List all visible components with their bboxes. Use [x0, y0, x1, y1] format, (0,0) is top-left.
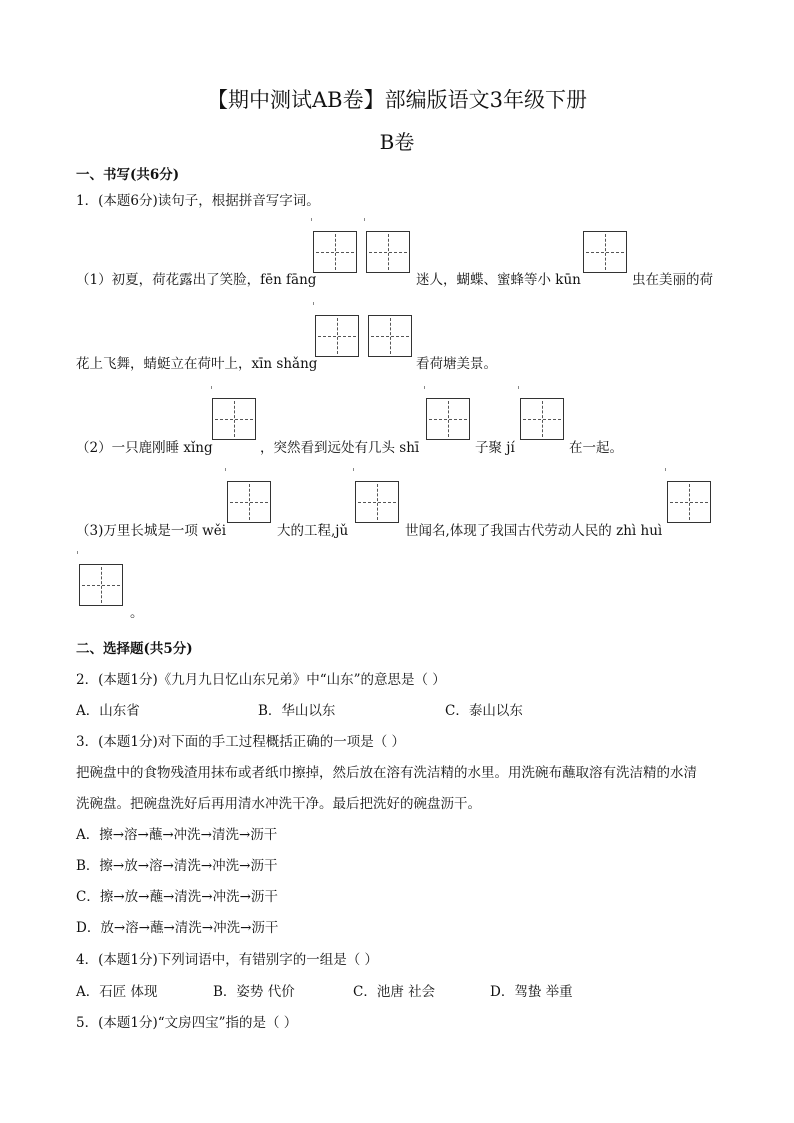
q3-passage-line1: 把碗盘中的食物残渣用抹布或者纸巾擦掉，然后放在溶有洗洁精的水里。用洗碗布蘸取溶有洗洁精的水清: [76, 765, 697, 781]
writing-grid-box[interactable]: [227, 481, 271, 523]
q2-option-c[interactable]: C．泰山以东: [445, 703, 523, 719]
writing-grid-box[interactable]: [366, 231, 410, 273]
q1-sentence1-part-e: 看荷塘美景。: [416, 356, 497, 372]
writing-grid-box[interactable]: [368, 315, 412, 357]
q4-option-c[interactable]: C．池唐 社会: [353, 984, 436, 1000]
q4-option-a[interactable]: A．石匠 体现: [76, 984, 158, 1000]
pinyin-marker: [313, 302, 314, 305]
question-2-stem: 2．(本题1分)《九月九日忆山东兄弟》中“山东”的意思是（ ）: [76, 672, 446, 688]
q1-sentence3-part-d: 。: [130, 605, 144, 621]
q1-sentence3-part-c: 世闻名,体现了我国古代劳动人民的 zhì huì: [405, 523, 663, 539]
q1-sentence1-part-c: 虫在美丽的荷: [632, 272, 713, 288]
q1-sentence2-part-d: 在一起。: [569, 440, 623, 456]
question-1-stem: 1．(本题6分)读句子，根据拼音写字词。: [76, 193, 320, 209]
page-title: 【期中测试AB卷】部编版语文3年级下册: [207, 88, 587, 112]
q1-sentence1-part-b: 迷人，蝴蝶、蜜蜂等小 kūn: [416, 272, 581, 288]
q3-passage-line2: 洗碗盘。把碗盘洗好后再用清水冲洗干净。最后把洗好的碗盘沥干。: [76, 796, 481, 812]
q1-sentence2-part-b: ，突然看到远处有几头 shī: [260, 440, 420, 456]
pinyin-marker: [424, 386, 425, 389]
q1-sentence3-part-b: 大的工程,jǔ: [277, 523, 349, 539]
writing-grid-box[interactable]: [583, 231, 627, 273]
question-3-stem: 3．(本题1分)对下面的手工过程概括正确的一项是（ ）: [76, 734, 406, 750]
section-heading-choice: 二、选择题(共5分): [76, 641, 193, 657]
writing-grid-box[interactable]: [355, 481, 399, 523]
writing-grid-box[interactable]: [313, 231, 357, 273]
writing-grid-box[interactable]: [667, 481, 711, 523]
q3-option-b[interactable]: B．擦→放→溶→清洗→冲洗→沥干: [76, 858, 278, 874]
q1-sentence1-part-d: 花上飞舞，蜻蜓立在荷叶上，xīn shǎng: [76, 356, 318, 372]
q3-option-a[interactable]: A．擦→溶→蘸→冲洗→清洗→沥干: [76, 827, 278, 843]
writing-grid-box[interactable]: [426, 398, 470, 440]
pinyin-marker: [364, 218, 365, 221]
pinyin-marker: [211, 386, 212, 389]
writing-grid-box[interactable]: [315, 315, 359, 357]
pinyin-marker: [353, 468, 354, 471]
q2-option-b[interactable]: B．华山以东: [258, 703, 336, 719]
q2-option-a[interactable]: A．山东省: [76, 703, 140, 719]
q3-option-d[interactable]: D．放→溶→蘸→清洗→冲洗→沥干: [76, 920, 279, 936]
q3-option-c[interactable]: C．擦→放→蘸→清洗→冲洗→沥干: [76, 889, 278, 905]
q4-option-b[interactable]: B．姿势 代价: [213, 984, 295, 1000]
pinyin-marker: [518, 386, 519, 389]
question-5-stem: 5．(本题1分)“文房四宝”指的是（ ）: [76, 1015, 298, 1031]
writing-grid-box[interactable]: [520, 398, 564, 440]
q1-sentence2-part-a: （2）一只鹿刚睡 xǐng: [76, 440, 213, 456]
q1-sentence1-part-a: （1）初夏，荷花露出了笑脸，fēn fāng: [76, 272, 317, 288]
question-4-stem: 4．(本题1分)下列词语中，有错别字的一组是（ ）: [76, 952, 379, 968]
writing-grid-box[interactable]: [212, 398, 256, 440]
section-heading-writing: 一、书写(共6分): [76, 167, 180, 183]
pinyin-marker: [77, 551, 78, 554]
writing-grid-box[interactable]: [79, 564, 123, 606]
pinyin-marker: [665, 468, 666, 471]
q4-option-d[interactable]: D．驾蛰 举重: [490, 984, 573, 1000]
page-subtitle: B卷: [379, 130, 415, 154]
q1-sentence3-part-a: （3)万里长城是一项 wěi: [76, 523, 227, 539]
pinyin-marker: [225, 468, 226, 471]
pinyin-marker: [311, 218, 312, 221]
q1-sentence2-part-c: 子聚 jí: [475, 440, 515, 456]
